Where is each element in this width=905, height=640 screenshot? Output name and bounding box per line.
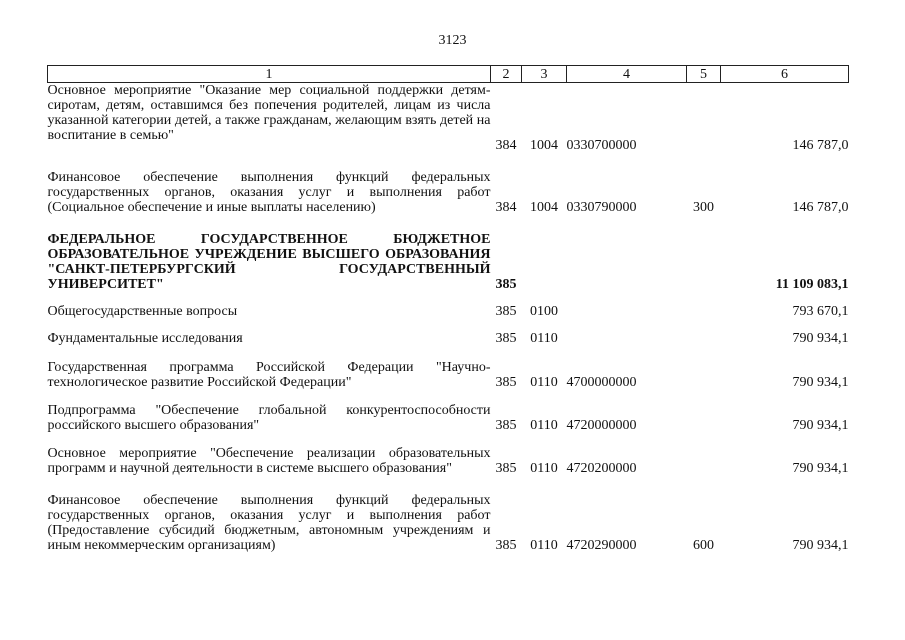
row-section: 0110 (530, 374, 558, 390)
row-ministry: 385 (495, 303, 517, 319)
row-name: Общегосударственные вопросы (47, 303, 238, 319)
row-amount: 790 934,1 (792, 417, 849, 433)
row-target: 4720200000 (566, 460, 637, 476)
row-target: 4720000000 (566, 417, 637, 433)
row-ministry: 384 (495, 199, 517, 215)
table-row (48, 476, 849, 553)
row-name: Государственная программа Российской Федерации "Научно-технологическое развитие Российской Федерации" (47, 359, 491, 390)
row-expense-type (687, 215, 721, 292)
row-name: Основное мероприятие "Обеспечение реализации образовательных программ и научной деятельности в системе высшего образования" (47, 445, 491, 476)
header-col-2: 2 (491, 66, 522, 83)
table-row (48, 292, 849, 319)
row-target: 4700000000 (566, 374, 637, 390)
row-name: Фундаментальные исследования (47, 330, 243, 346)
row-expense-type (687, 83, 721, 153)
row-ministry: 385 (495, 417, 517, 433)
table-row (48, 346, 849, 390)
header-col-3: 3 (522, 66, 567, 83)
row-expense-type (687, 292, 721, 319)
row-amount: 146 787,0 (792, 137, 849, 153)
row-amount: 790 934,1 (792, 537, 849, 553)
row-expense-type: 600 (693, 537, 714, 553)
row-target (567, 215, 687, 292)
row-amount: 790 934,1 (792, 374, 849, 390)
row-section: 0110 (530, 330, 558, 346)
row-amount: 790 934,1 (792, 460, 849, 476)
row-ministry: 384 (495, 137, 517, 153)
table-row (48, 390, 849, 433)
row-name: Финансовое обеспечение выполнения функций федеральных государственных органов, оказания услуг и выполнения работ (Социальное обеспечение и иные выплаты населению) (47, 169, 491, 215)
row-name: Подпрограмма "Обеспечение глобальной конкурентоспособности российского высшего образования" (47, 402, 491, 433)
header-row (48, 66, 849, 83)
row-target (567, 319, 687, 346)
row-section: 1004 (530, 137, 558, 153)
row-target (567, 292, 687, 319)
row-ministry: 385 (495, 276, 517, 292)
table-row (48, 215, 849, 292)
row-name: ФЕДЕРАЛЬНОЕ ГОСУДАРСТВЕННОЕ БЮДЖЕТНОЕ ОБРАЗОВАТЕЛЬНОЕ УЧРЕЖДЕНИЕ ВЫСШЕГО ОБРАЗОВАНИЯ "САНКТ-ПЕТЕРБУРГСКИЙ ГОСУДАРСТВЕННЫЙ УНИВЕРСИТЕТ" (47, 231, 491, 292)
row-name: Финансовое обеспечение выполнения функций федеральных государственных органов, оказания услуг и выполнения работ (Предоставление субсидий бюджетным, автономным учреждениям и иным некоммерческим организациям) (47, 492, 491, 553)
row-ministry: 385 (495, 330, 517, 346)
table-row (48, 433, 849, 476)
row-amount: 790 934,1 (792, 330, 849, 346)
row-section: 0110 (530, 417, 558, 433)
row-amount: 146 787,0 (792, 199, 849, 215)
row-amount: 793 670,1 (792, 303, 849, 319)
header-col-4: 4 (567, 66, 687, 83)
row-section: 1004 (530, 199, 558, 215)
budget-table (47, 65, 849, 553)
row-target: 4720290000 (566, 537, 637, 553)
row-ministry: 385 (495, 374, 517, 390)
row-name: Основное мероприятие "Оказание мер социальной поддержки детям-сиротам, детям, оставшимся без попечения родителей, лицам из числа указанной категории детей, а также гражданам, желающим взять детей на воспитание в семью" (47, 83, 491, 143)
row-expense-type (687, 346, 721, 390)
table-row (48, 83, 849, 153)
row-amount: 11 109 083,1 (775, 276, 849, 292)
row-target: 0330790000 (566, 199, 637, 215)
header-col-5: 5 (687, 66, 721, 83)
table-row (48, 319, 849, 346)
row-expense-type (687, 433, 721, 476)
row-expense-type: 300 (693, 199, 714, 215)
row-section: 0100 (530, 303, 558, 319)
row-ministry: 385 (495, 537, 517, 553)
header-col-6: 6 (721, 66, 849, 83)
row-ministry: 385 (495, 460, 517, 476)
row-target: 0330700000 (566, 137, 637, 153)
row-section (522, 215, 567, 292)
row-expense-type (687, 390, 721, 433)
page-number: 3123 (438, 33, 467, 48)
row-expense-type (687, 319, 721, 346)
header-col-1: 1 (48, 66, 491, 83)
table-row (48, 153, 849, 215)
row-section: 0110 (530, 537, 558, 553)
row-section: 0110 (530, 460, 558, 476)
